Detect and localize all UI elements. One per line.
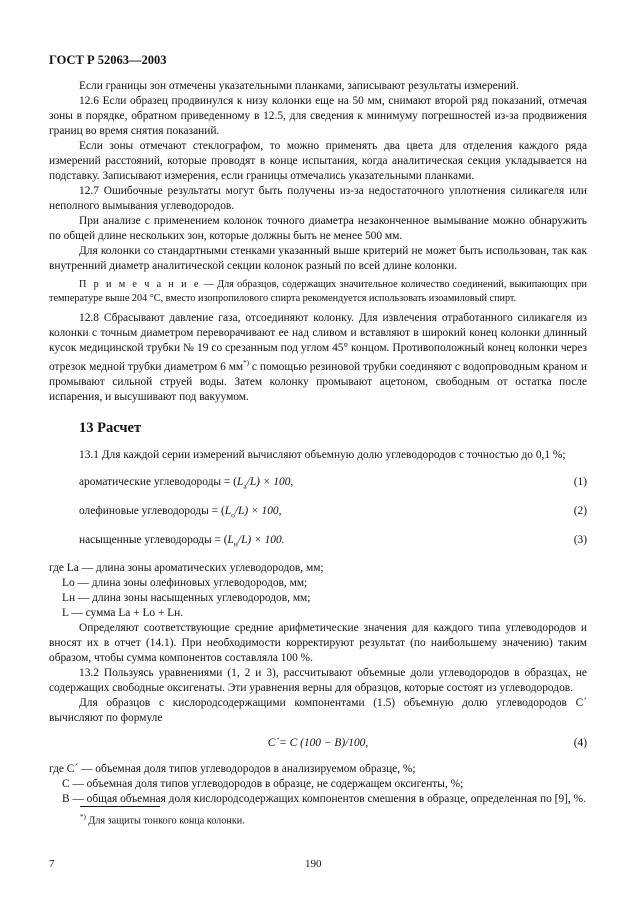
footnote-separator bbox=[80, 806, 160, 807]
paragraph: Если зоны отмечают стеклографом, то можно применять два цвета для отделения каждого ряда измерений расстояний, которые проводят в конце испытания, когда аналитическая секция укладывается на подставку. Записывают измерения, если границы отмечались указательными планками. bbox=[49, 140, 587, 182]
note bbox=[49, 278, 587, 305]
where-item: B — общая объемная доля кислородсодержащих компонентов смешения в образце, определенная по [9], %. bbox=[62, 792, 586, 805]
document-header: ГОСТ Р 52063—2003 bbox=[49, 53, 167, 67]
footnote-mark: *) bbox=[80, 813, 86, 821]
equation-2 bbox=[49, 504, 587, 519]
paragraph: Для образцов с кислородсодержащими компонентами (1.5) объемную долю углеводородов C´ вычисляют по формуле bbox=[49, 696, 587, 724]
equation-4 bbox=[49, 736, 587, 751]
equation-3 bbox=[49, 533, 587, 548]
paragraph: При анализе с применением колонок точного диаметра незаконченное вымывание можно обнаружить по общей длине нескольких зон, которые должны быть не менее 500 мм. bbox=[49, 215, 587, 242]
footnote bbox=[80, 813, 245, 826]
paragraph-12-8 bbox=[49, 311, 587, 405]
where-item: где Lа — длина зоны ароматических углеводородов, мм; bbox=[49, 561, 324, 574]
equation-number: (2) bbox=[573, 504, 587, 517]
page-number-center: 190 bbox=[305, 858, 322, 870]
equation-expression: насыщенные углеводороды = $(L_н/L) \times 100$. bbox=[79, 533, 285, 549]
equation-1 bbox=[49, 475, 587, 490]
equation-expression: ароматические углеводороды = $(L_a/L) \times 100$, bbox=[79, 475, 294, 491]
section-heading: 13 Расчет bbox=[79, 419, 142, 436]
where-item: где C´ — объемная доля типов углеводородов в анализируемом образце, %; bbox=[49, 762, 416, 775]
where-item: L — сумма Lа + Lо + Lн. bbox=[62, 606, 184, 619]
where-list-1 bbox=[49, 561, 587, 621]
where-item: Lн — длина зоны насыщенных углеводородов, мм; bbox=[62, 591, 311, 604]
paragraph-text: с помощью резиновой трубки соединяют с водопроводным краном и промывают сильной струей воды. Затем колонку промывают ацетоном, свободным от остатка после испарения, и высушивают под вакуумом. bbox=[49, 360, 588, 403]
paragraph: Определяют соответствующие средние арифметические значения для каждого типа углеводородов и вносят их в отчет (14.1). При необходимости корректируют результат (по наибольшему значению) таким образом, чтобы сумма компонентов составляла 100 %. bbox=[49, 621, 587, 664]
note-label: П р и м е ч а н и е bbox=[79, 279, 201, 290]
where-list-2 bbox=[49, 762, 587, 807]
equation-number: (3) bbox=[573, 533, 587, 546]
note-text: — Для образцов, содержащих значительное количество соединений, выкипающих при температуре выше 204 °С, вместо изопропилового спирта рекомендуется использовать изоамиловый спирт. bbox=[49, 279, 587, 304]
page-number-left: 7 bbox=[49, 858, 55, 870]
equation-expression: олефиновые углеводороды = $(L_o/L) \times 100$, bbox=[79, 504, 282, 520]
body-text bbox=[49, 79, 587, 807]
where-item: Lо — длина зоны олефиновых углеводородов, мм; bbox=[62, 576, 308, 589]
paragraph: 12.6 Если образец продвинулся к низу колонки еще на 50 мм, снимают второй ряд показаний, отмечая зоны в порядке, обратном приведенному в 12.5, для сведения к минимуму погрешностей из-за продвижения границ во время снятия показаний. bbox=[49, 95, 587, 137]
paragraph: Если границы зон отмечены указательными планками, записывают результаты измерений. bbox=[79, 80, 519, 92]
where-item: C — объемная доля типов углеводородов в образце, не содержащем оксигенты, %; bbox=[62, 777, 464, 790]
paragraph: 13.2 Пользуясь уравнениями (1, 2 и 3), рассчитывают объемные доли углеводородов в образцах, не содержащих свободные оксигенаты. Эти уравнения верны для образцов, которые состоят из углеводородов. bbox=[49, 666, 587, 694]
equation-number: (4) bbox=[573, 736, 587, 749]
paragraph: 12.7 Ошибочные результаты могут быть получены из-за недостаточного уплотнения силикагеля или неполного вымывания углеводородов. bbox=[49, 185, 587, 212]
footnote-ref: *) bbox=[243, 359, 249, 367]
paragraph-13-1: 13.1 Для каждой серии измерений вычисляют объемную долю углеводородов с точностью до 0,1 %; bbox=[79, 448, 566, 461]
paragraph: Для колонки со стандартными стенками указанный выше критерий не может быть использован, так как внутренний диаметр аналитической секции колонок разный по всей длине колонки. bbox=[49, 245, 587, 272]
equation-expression: C´= C (100 − B)/100, bbox=[267, 736, 369, 749]
paragraph-text: 12.8 Сбрасывают давление газа, отсоединяют колонку. Для извлечения отработанного силикагеля из колонки с точным диаметром переворачивают ее над сливом и вставляют в широкий конец колонки длинный кусок медицинской трубки № 19 со срезанным под углом 45° концом. Противоположный конец колонки через отрезок медной трубки диаметром 6 мм bbox=[49, 312, 587, 373]
equation-number: (1) bbox=[573, 475, 587, 488]
footnote-text: Для защиты тонкого конца колонки. bbox=[85, 815, 245, 827]
